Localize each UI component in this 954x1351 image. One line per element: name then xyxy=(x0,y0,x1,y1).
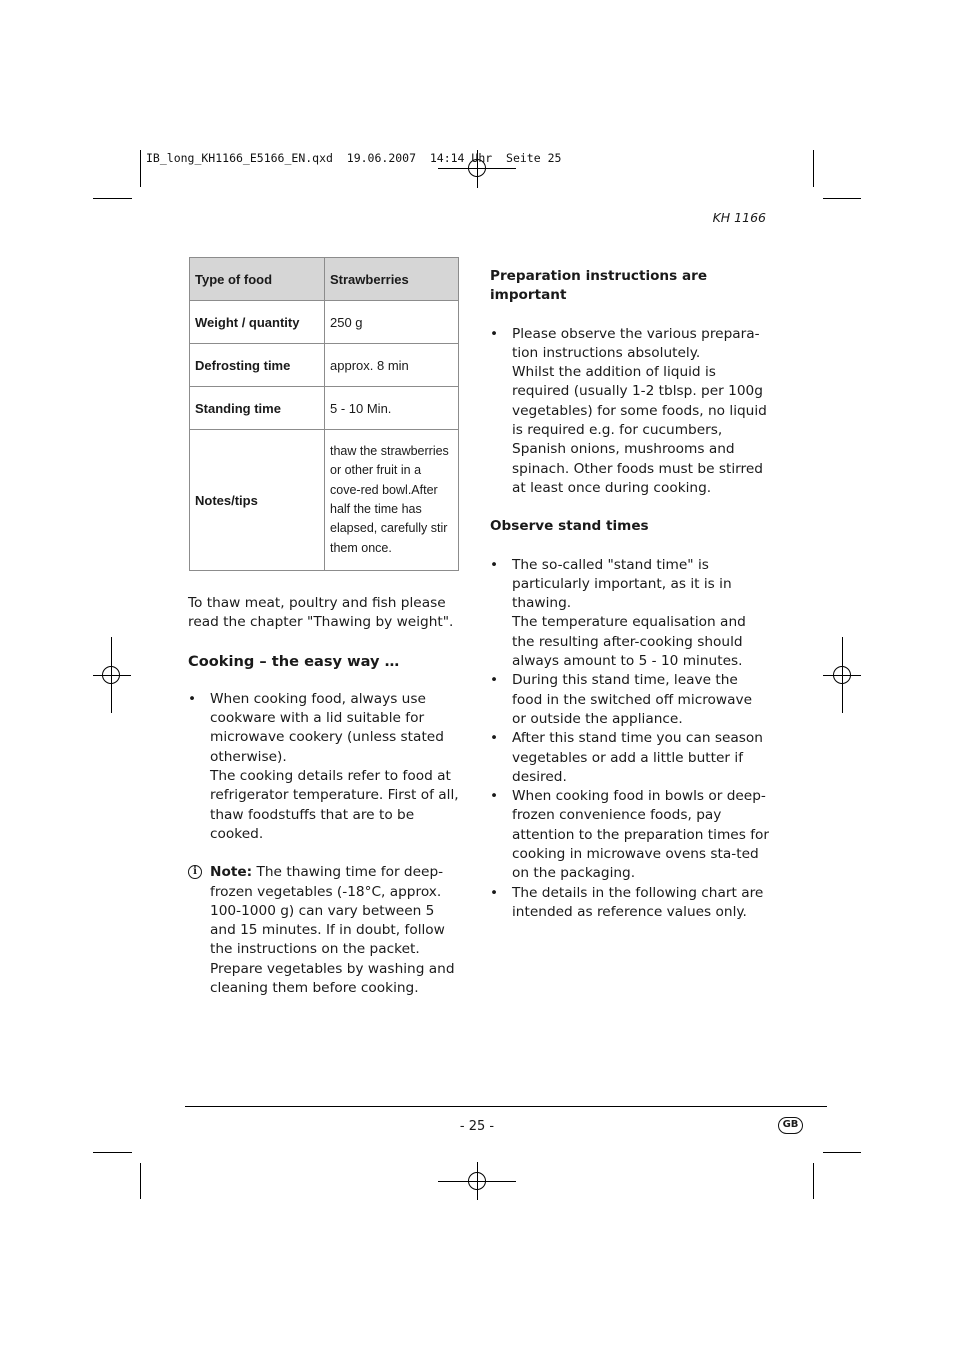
crop-mark xyxy=(93,1152,132,1153)
prep-heading: Preparation instructions are important xyxy=(490,268,708,304)
table-header-row xyxy=(190,258,459,301)
note-block xyxy=(188,863,463,998)
bullet-text: The temperature equalisation and the resulting after-cooking should always amount to 5 - 10 minutes. xyxy=(512,614,746,670)
left-column xyxy=(188,594,463,998)
list-item xyxy=(188,690,463,844)
crop-mark xyxy=(823,1152,861,1153)
footer-rule xyxy=(185,1106,827,1107)
table-row xyxy=(190,344,459,387)
crop-mark xyxy=(823,198,861,199)
right-column xyxy=(490,267,770,922)
table-header-value: Strawberries xyxy=(325,258,459,301)
crop-mark xyxy=(813,150,814,187)
registration-circle xyxy=(468,1172,486,1190)
bullet-text: The details in the following chart are intended as reference values only. xyxy=(512,884,764,920)
note-text-2: Prepare vegetables by washing and cleaning them before cooking. xyxy=(210,960,455,997)
info-icon: i xyxy=(188,865,202,879)
table-header-label: Type of food xyxy=(190,258,325,301)
row-value: 250 g xyxy=(325,301,459,344)
model-number: KH 1166 xyxy=(712,210,766,225)
crop-mark xyxy=(140,150,141,187)
prep-bullet-list xyxy=(490,325,770,499)
cooking-bullet-list xyxy=(188,690,463,844)
crop-mark xyxy=(813,1163,814,1199)
bullet-text: Please observe the various prepara-tion instructions absolutely. xyxy=(512,325,760,361)
file-slug-line: IB_long_KH1166_E5166_EN.qxd 19.06.2007 14:14 Uhr Seite 25 xyxy=(146,151,562,165)
row-label: Weight / quantity xyxy=(190,301,325,344)
table-row xyxy=(190,387,459,430)
bullet-icon: • xyxy=(490,788,499,805)
bullet-text: When cooking food, always use cookware with a lid suitable for microwave cookery (unless stated otherwise). xyxy=(210,690,444,765)
cooking-heading: Cooking – the easy way … xyxy=(188,652,400,670)
bullet-text: The so-called "stand time" is particularly important, as it is in thawing. xyxy=(512,556,732,612)
bullet-text: Whilst the addition of liquid is required (usually 1-2 tblsp. per 100g vegetables) for some foods, no liquid is required e.g. for cucumbers, Spanish onions, mushrooms and spinach. Other foods must be stirred at least once during cooking. xyxy=(512,364,767,496)
bullet-icon: • xyxy=(188,690,197,707)
list-item xyxy=(490,671,770,729)
bullet-icon: • xyxy=(490,325,499,342)
language-badge: GB xyxy=(778,1117,803,1134)
bullet-text: The cooking details refer to food at refrigerator temperature. First of all, thaw foodstuffs that are to be cooked. xyxy=(210,768,459,842)
row-value: 5 - 10 Min. xyxy=(325,387,459,430)
note-text: The thawing time for deep-frozen vegetables (-18°C, approx. 100-1000 g) can vary between 5 and 15 minutes. If in doubt, follow the instructions on the packet. xyxy=(210,864,445,958)
stand-times-heading: Observe stand times xyxy=(490,518,649,535)
bullet-icon: • xyxy=(490,884,499,901)
list-item xyxy=(490,787,770,883)
list-item xyxy=(490,556,770,672)
defrost-table xyxy=(189,257,459,571)
bullet-text: When cooking food in bowls or deep-frozen convenience foods, pay attention to the preparation times for cooking in microwave ovens sta-ted on the packaging. xyxy=(512,788,770,882)
crop-mark xyxy=(140,1163,141,1199)
stand-bullet-list xyxy=(490,556,770,923)
list-item xyxy=(490,884,770,923)
bullet-icon: • xyxy=(490,672,499,689)
row-label: Defrosting time xyxy=(190,344,325,387)
thaw-paragraph: To thaw meat, poultry and fish please read the chapter "Thawing by weight". xyxy=(188,595,454,631)
list-item xyxy=(490,325,770,499)
table-row xyxy=(190,430,459,571)
note-label: Note: xyxy=(210,864,253,881)
registration-circle xyxy=(833,666,851,684)
page-number: - 25 - xyxy=(459,1119,495,1134)
bullet-text: During this stand time, leave the food in the switched off microwave or outside the appliance. xyxy=(512,672,753,727)
crop-mark xyxy=(93,198,132,199)
bullet-icon: • xyxy=(490,730,499,747)
list-item xyxy=(490,729,770,787)
bullet-text: After this stand time you can season vegetables or add a little butter if desired. xyxy=(512,730,763,785)
row-value: approx. 8 min xyxy=(325,344,459,387)
row-label: Notes/tips xyxy=(190,430,325,571)
bullet-icon: • xyxy=(490,556,499,573)
registration-circle xyxy=(102,666,120,684)
table-row xyxy=(190,301,459,344)
row-value xyxy=(325,430,459,571)
notes-text: thaw the strawberries or other fruit in a cove-red bowl.After half the time has elapsed, carefully stir them once. xyxy=(330,443,449,555)
row-label: Standing time xyxy=(190,387,325,430)
